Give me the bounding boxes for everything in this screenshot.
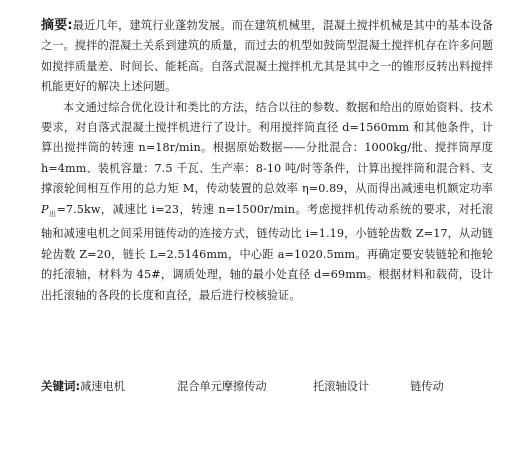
abstract-text-2b: =7.5kw，减速比 i=23，转速 n=1500r/min。考虑搅拌机传动系统的要求，对托滚轴和减速电机之间采用链传动的连接方式，链传动比 i=1.19，小链轮齿数 Z=17，从动链轮齿数 Z=20，链长 L=2.5146mm，中心距 a=1020.5mm。再确定要安装链轮和拖轮的托滚轴，材料为 45#，调质处理，轴的最小处直径 d=69mm。根据材料和载荷，设计出托滚轴的各段的长度和直径，最后进行校核验证。: [41, 202, 493, 302]
abstract-text-1: 最近几年，建筑行业蓬勃发展。而在建筑机械里，混凝土搅拌机械是其中的基本设备之一。搅拌的混凝土关系到建筑的质量，而过去的机型如鼓筒型混凝土搅拌机存在许多问题如搅拌质量差、时间长、能耗高。自落式混凝土搅拌机尤其是其中之一的锥形反转出料搅拌机能更好的解决上述问题。: [41, 19, 494, 94]
keyword-item: 减速电机: [80, 380, 125, 393]
keywords-label: 关键词:: [41, 379, 81, 393]
power-symbol: [41, 203, 56, 216]
abstract-section: [41, 16, 493, 306]
abstract-label: 摘要:: [41, 18, 73, 33]
abstract-paragraph-2: [41, 98, 493, 306]
keyword-item: 混合单元摩擦传动: [177, 380, 267, 393]
power-symbol-subscript: 出: [48, 209, 57, 218]
keyword-item: 链传动: [410, 380, 444, 393]
keywords-line: [41, 378, 493, 395]
keyword-item: 托滚轴设计: [313, 380, 370, 393]
abstract-text-2a: 本文通过综合优化设计和类比的方法，结合以往的参数、数据和给出的原始资料、技术要求，对自落式混凝土搅拌机进行了设计。利用搅拌筒直径 d=1560mm 和其他条件，计算出搅拌筒的转速 n=18r/min。根据原始数据——分批混合：1000kg/批、搅拌筒厚度 h=4mm、装机容量：7.5 千瓦、生产率：8-10 吨/时等条件，计算出搅拌筒和混合料、支撑滚轮间相互作用的总力矩 M，传动装置的总效率 η=0.89，从而得出减速电机额定功率: [41, 100, 493, 196]
abstract-paragraph-1: [41, 16, 493, 98]
power-symbol-letter: P: [41, 202, 49, 216]
